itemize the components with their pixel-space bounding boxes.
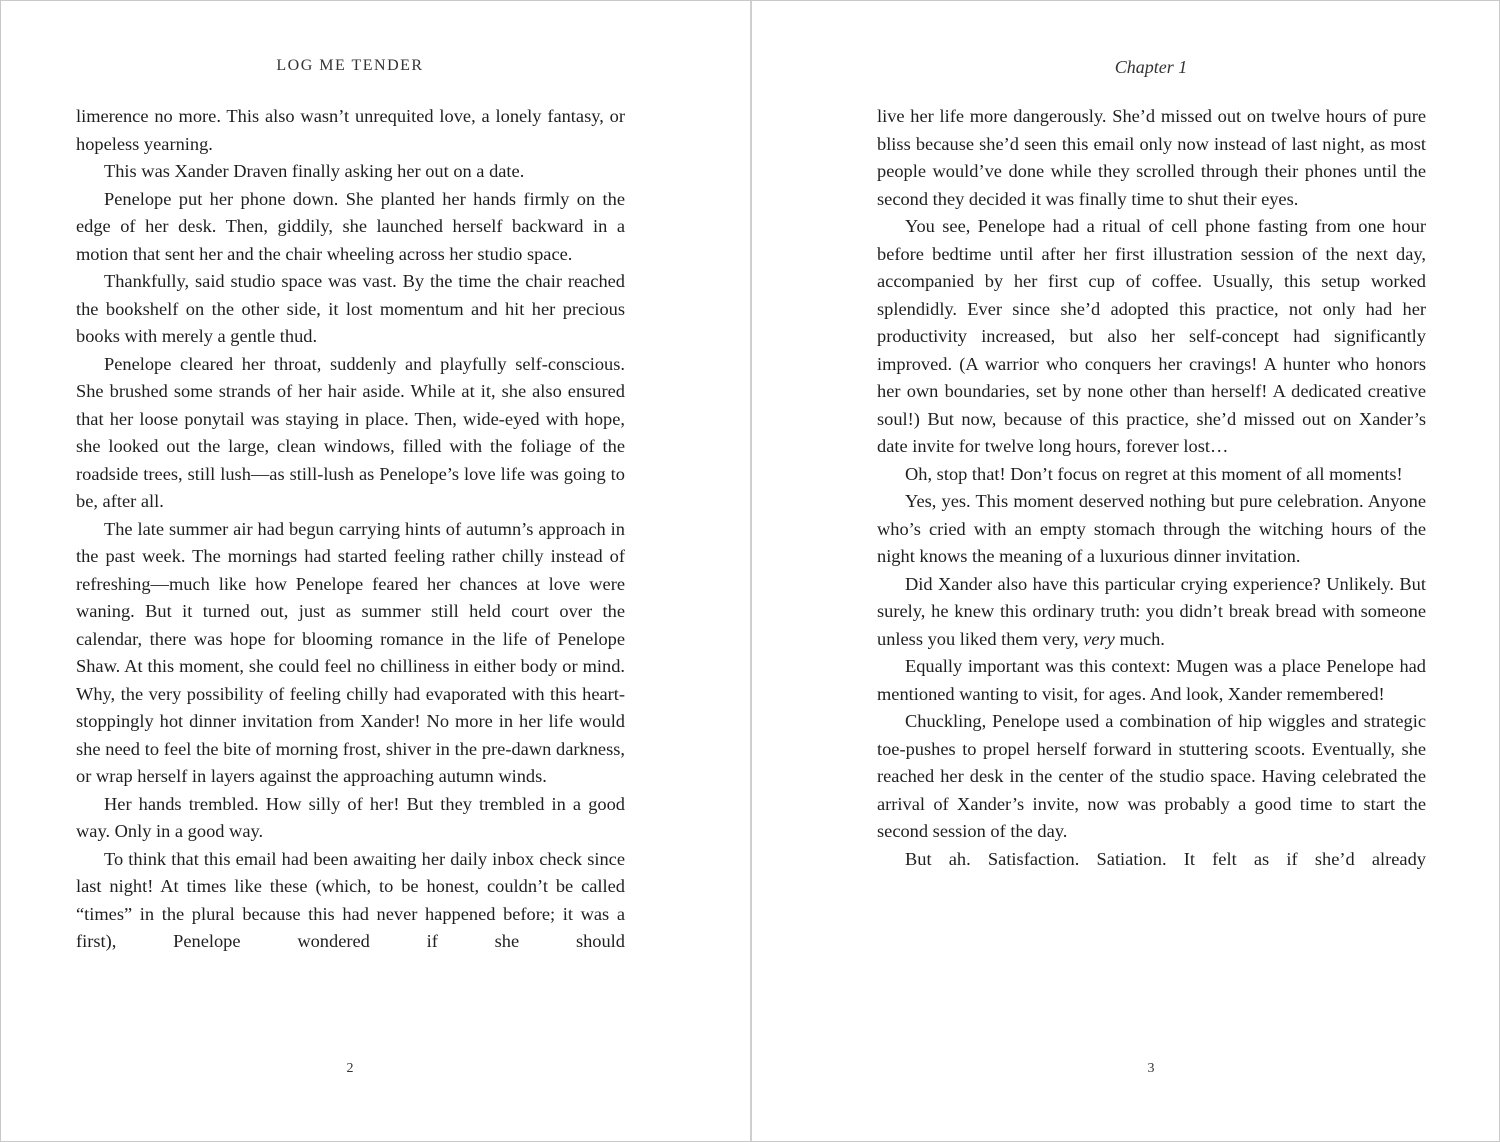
left-page [1,1,750,1141]
right-page [752,1,1499,1141]
paragraph: To think that this email had been awaiting her daily inbox check since last night! At times like these (which, to be honest, couldn’t be called “times” in the plural because this had never happened before; it was a first), Penelope wondered if she should [76,848,625,951]
paragraph: limerence no more. This also wasn’t unrequited love, a lonely fantasy, or hopeless yearning. [76,106,625,154]
paragraph: Oh, stop that! Don’t focus on regret at this moment of all moments! [905,463,1403,484]
emphasized-word: very [1083,628,1115,649]
paragraph-with-emphasis [877,571,1426,654]
paragraph: But ah. Satisfaction. Satiation. It felt as if she’d already [905,848,1426,869]
paragraph: Thankfully, said studio space was vast. By the time the chair reached the bookshelf on the other side, it lost momentum and hit her precious books with merely a gentle thud. [76,271,625,346]
paragraph: This was Xander Draven finally asking her out on a date. [104,161,525,181]
running-head-chapter: Chapter 1 [1114,57,1188,77]
paragraph: The late summer air had begun carrying hints of autumn’s approach in the past week. The mornings had started feeling rather chilly instead of refreshing—much like how Penelope feared her chances at love were waning. But it turned out, just as summer still held court over the calendar, there was hope for blooming romance in the life of Penelope Shaw. At this moment, she could feel no chilliness in either body or mind. Why, the very possibility of feeling chilly had evaporated with this heart-stoppingly hot dinner invitation from Xander! No more in her life would she need to feel the bite of morning frost, shiver in the pre-dawn darkness, or wrap herself in layers against the approaching autumn winds. [76,518,625,786]
paragraph-text-tail: much. [1114,628,1165,649]
running-head-book-title: LOG ME TENDER [276,57,424,74]
paragraph: Yes, yes. This moment deserved nothing but pure celebration. Anyone who’s cried with an empty stomach through the witching hours of the night knows the meaning of a luxurious dinner invitation. [877,491,1426,566]
right-page-body [877,103,1426,873]
paragraph: You see, Penelope had a ritual of cell phone fasting from one hour before bedtime until after her first illustration session of the next day, accompanied by her first cup of coffee. Usually, this setup worked splendidly. Ever since she’d adopted this practice, not only had her productivity increased, but also her self-concept had significantly improved. (A warrior who conquers her cravings! A hunter who honors her own boundaries, set by none other than herself! A dedicated creative soul!) But now, because of this practice, she’d missed out on Xander’s date invite for twelve long hours, forever lost… [877,216,1426,456]
page-number: 3 [1147,1061,1155,1076]
paragraph-text: Did Xander also have this particular crying experience? Unlikely. But surely, he knew this ordinary truth: you didn’t break bread with someone unless you liked them very, [877,573,1426,649]
paragraph: Equally important was this context: Mugen was a place Penelope had mentioned wanting to visit, for ages. And look, Xander remembered! [877,656,1426,704]
paragraph: live her life more dangerously. She’d missed out on twelve hours of pure bliss because she’d seen this email only now instead of last night, as most people would’ve done while they scrolled through their phones until the second they decided it was finally time to shut their eyes. [877,106,1426,209]
paragraph: Her hands trembled. How silly of her! But they trembled in a good way. Only in a good way. [76,793,625,841]
left-page-body [76,103,625,956]
page-number: 2 [346,1061,354,1076]
paragraph: Penelope put her phone down. She planted her hands firmly on the edge of her desk. Then, giddily, she launched herself backward in a motion that sent her and the chair wheeling across her studio space. [76,188,625,264]
paragraph: Chuckling, Penelope used a combination of hip wiggles and strategic toe-pushes to propel herself forward in stuttering scoots. Eventually, she reached her desk in the center of the studio space. Having celebrated the arrival of Xander’s invite, now was probably a good time to start the second session of the day. [877,711,1426,841]
paragraph: Penelope cleared her throat, suddenly and playfully self-conscious. She brushed some strands of her hair aside. While at it, she also ensured that her loose ponytail was staying in place. Then, wide-eyed with hope, she looked out the large, clean windows, filled with the foliage of the roadside trees, still lush—as still-lush as Penelope’s love life was going to be, after all. [76,353,625,511]
